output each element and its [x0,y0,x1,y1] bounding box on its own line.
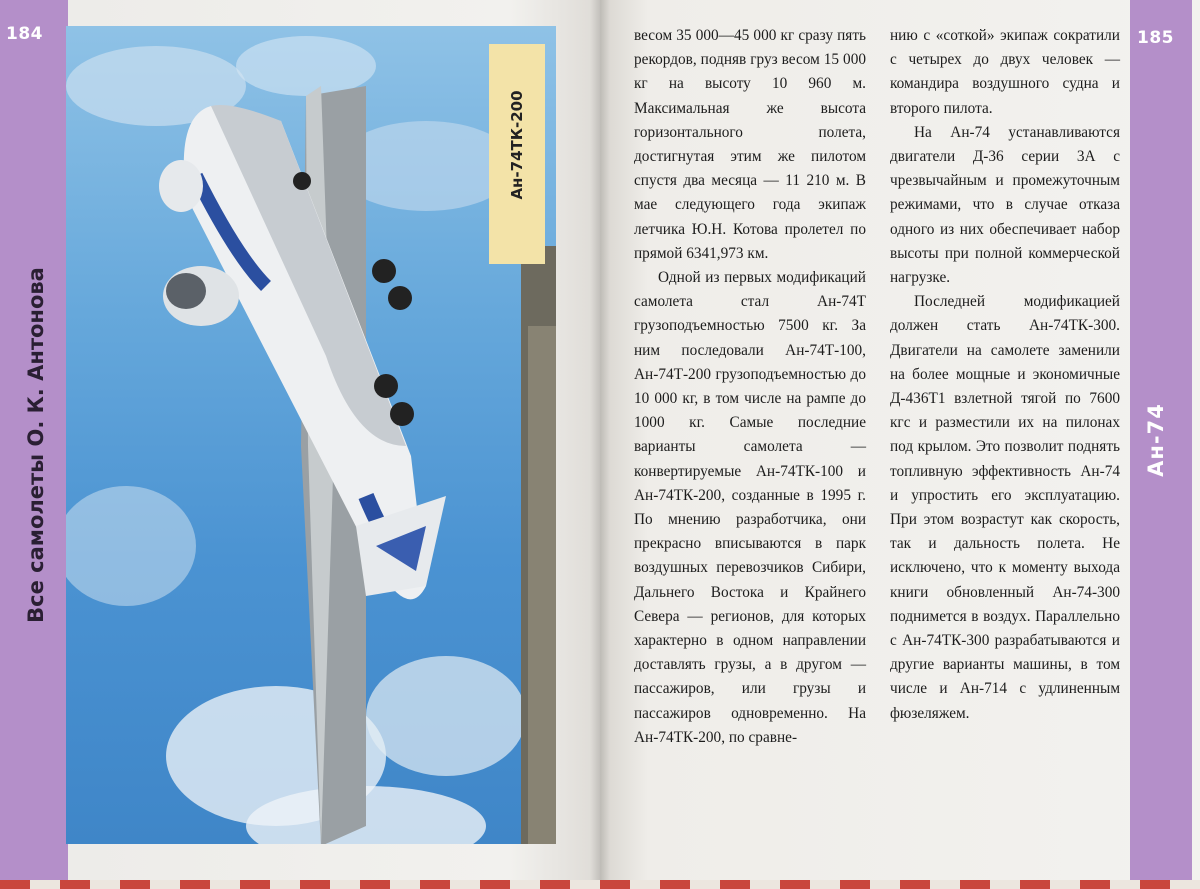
paragraph: весом 35 000—45 000 кг сразу пять рекордов, подняв груз весом 15 000 кг на высоту 10 960 м. Максимальная же высота горизонтального полета, достигнутая этим же пилотом спустя два месяца — 11 210 м. В мае следующего года экипаж летчика Ю.Н. Котова пролетел по прямой 6341,973 км. [634,27,866,262]
text-column-1 [634,24,866,750]
landing-gear [372,259,396,283]
paragraph: нию с «соткой» экипаж сократили с четырех до двух человек — командира воздушного судна и второго пилота. [890,27,1120,117]
cloud [366,656,526,776]
book-gutter [590,0,610,889]
airplane-illustration [66,26,556,844]
running-title: Все самолеты О. К. Антонова [24,267,48,623]
airplane-engine [159,160,203,212]
chapter-title: Ан-74 [1144,403,1168,477]
landing-gear [390,402,414,426]
landing-gear [388,286,412,310]
text-column-2 [890,24,1120,726]
paragraph: Последней модификацией должен стать Ан-74ТК-300. Двигатели на самолете заменили на более мощные и экономичные Д-436Т1 взлетной тягой по 7600 кгс и разместили их на пилонах под крылом. Это позволит поднять топливную эффективность Ан-74 и упростить его эксплуатацию. При этом возрастут как скорость, так и дальность полета. Не исключено, что к моменту выхода книги обновленный Ан-74-300 поднимется в воздух. Параллельно с Ан-74ТК-300 разрабатываются и другие варианты машины, в том числе и Ан-714 с удлиненным фюзеляжем. [890,293,1120,722]
landing-gear [293,172,311,190]
cloud [236,36,376,96]
cloud [66,486,196,606]
airplane-photo [66,26,556,844]
buildings [528,326,556,844]
landing-gear [374,374,398,398]
page-number-left: 184 [6,24,43,44]
page-number-right: 185 [1137,28,1174,48]
photo-caption: Ан-74ТК-200 [508,90,526,200]
paragraph: Одной из первых модификаций самолета стал Ан-74Т грузоподъемностью 7500 кг. За ним последовали Ан-74Т-100, Ан-74Т-200 грузоподъемностью до 10 000 кг, в том числе на рампе до 1000 кг. Самые последние варианты самолета — конвертируемые Ан-74ТК-100 и Ан-74ТК-200, созданные в 1995 г. По мнению разработчика, они прекрасно вписываются в парк воздушных перевозчиков Сибири, Дальнего Востока и Крайнего Севера — регионов, для которых характерно в одном направлении доставлять грузы, а в другом — пассажиров, или грузы и пассажиров одновременно. На Ан-74ТК-200, по сравне- [634,269,866,746]
engine-intake [166,273,206,309]
page-edge-strip [0,880,1200,889]
paragraph: На Ан-74 устанавливаются двигатели Д-36 серии 3А с чрезвычайным и промежуточным режимами, что в случае отказа одного из них обеспечивает набор высоты при полной коммерческой нагрузке. [890,123,1120,287]
